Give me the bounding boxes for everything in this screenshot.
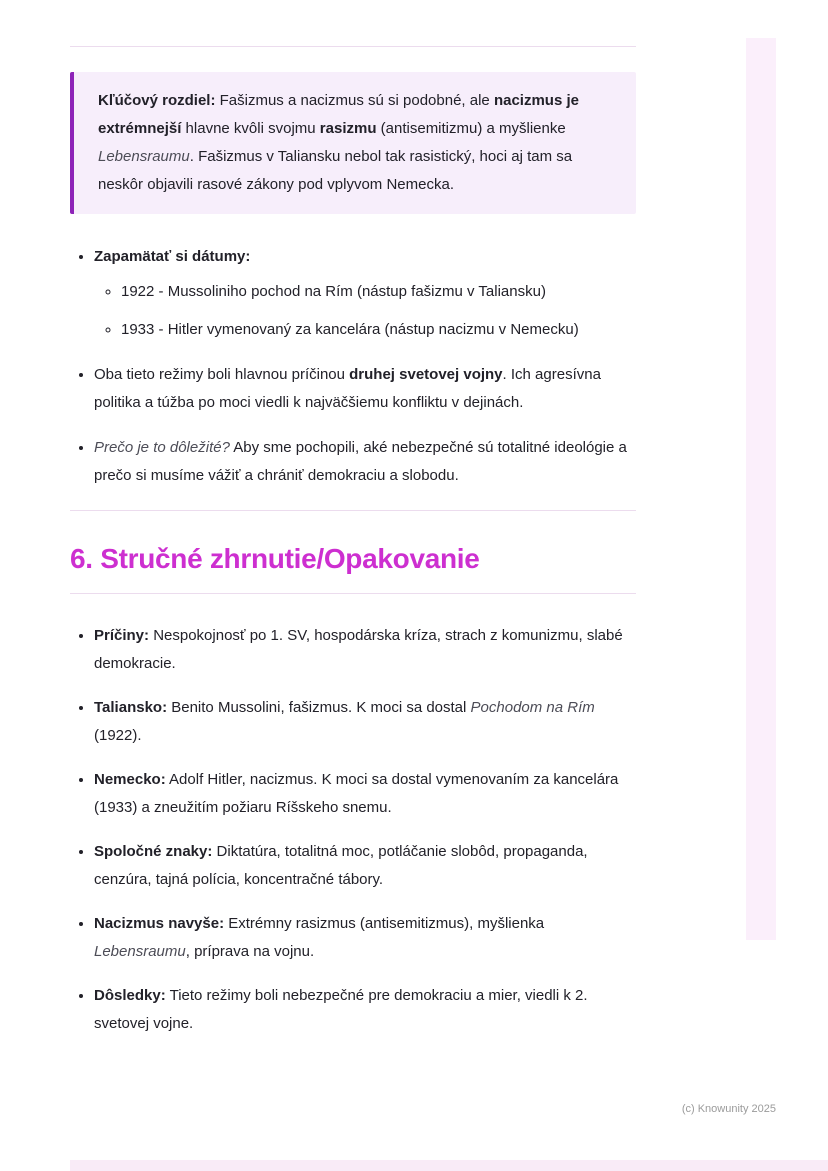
list-item-title: Zapamätať si dátumy:: [94, 248, 251, 265]
dates-sublist: [94, 278, 636, 344]
summary-item-dosledky: [94, 981, 636, 1038]
summary-item-nemecko: [94, 765, 636, 822]
italic-text: Pochodom na Rím: [470, 699, 595, 716]
bold-text: druhej svetovej vojny: [349, 366, 503, 383]
heading-divider: [70, 593, 636, 594]
list-item-why-important: [94, 433, 636, 490]
bold-text: Nemecko:: [94, 771, 166, 788]
bold-text: Nacizmus navyše:: [94, 915, 225, 932]
text-segment: 1933 - Hitler vymenovaný za kancelára (nástup nacizmu v Nemecku): [121, 321, 579, 338]
section-divider: [70, 510, 636, 511]
text-segment: Fašizmus a nacizmus sú si podobné, ale: [215, 92, 494, 109]
key-difference-callout: [70, 72, 636, 214]
text-segment: Aby sme pochopili, aké nebezpečné sú totalitné ideológie a prečo si musíme vážiť a chrániť demokraciu a slobodu.: [94, 439, 627, 484]
sub-item-1933: [121, 316, 636, 344]
bold-text: Spoločné znaky:: [94, 843, 213, 860]
summary-item-priciny: [94, 621, 636, 678]
text-segment: . Ich agresívna politika a túžba po moci viedli k najväčšiemu konfliktu v dejinách.: [94, 366, 601, 411]
bold-text: Taliansko:: [94, 699, 168, 716]
text-segment: (antisemitizmu) a myšlienke: [376, 120, 566, 137]
text-segment: Oba tieto režimy boli hlavnou príčinou: [94, 366, 350, 383]
adjacent-page-strip-right[interactable]: [746, 38, 776, 940]
text-segment: Tieto režimy boli nebezpečné pre demokraciu a mier, viedli k 2. svetovej vojne.: [94, 987, 588, 1032]
sub-item-1922: [121, 278, 636, 306]
adjacent-page-strip-bottom[interactable]: [70, 1160, 828, 1171]
document-page-content: [70, 0, 636, 1053]
copyright-text: (c) Knowunity 2025: [681, 1103, 776, 1115]
summary-list: [70, 621, 636, 1038]
callout-paragraph: [98, 87, 610, 199]
bold-text: rasizmu: [319, 120, 377, 137]
italic-text: Lebensraumu: [94, 943, 186, 960]
summary-item-taliansko: [94, 693, 636, 750]
text-segment: 1922 - Mussoliniho pochod na Rím (nástup fašizmu v Taliansku): [121, 283, 546, 300]
list-item-dates: [94, 242, 636, 344]
italic-text: Lebensraumu: [98, 148, 190, 165]
text-segment: Adolf Hitler, nacizmus. K moci sa dostal vymenovaním za kancelára (1933) a zneužitím požiaru Ríšskeho snemu.: [94, 771, 619, 816]
summary-item-spolocne-znaky: [94, 837, 636, 894]
text-segment: hlavne kvôli svojmu: [181, 120, 320, 137]
text-segment: Benito Mussolini, fašizmus. K moci sa dostal: [167, 699, 471, 716]
notes-list: [70, 242, 636, 490]
text-segment: , príprava na vojnu.: [185, 943, 315, 960]
text-segment: (1922).: [94, 727, 142, 744]
text-segment: Nespokojnosť po 1. SV, hospodárska kríza, strach z komunizmu, slabé demokracie.: [94, 627, 623, 672]
section-heading: 6. Stručné zhrnutie/Opakovanie: [70, 543, 480, 574]
text-segment: Diktatúra, totalitná moc, potláčanie slobôd, propaganda, cenzúra, tajná polícia, koncentračné tábory.: [94, 843, 588, 888]
bold-text: Dôsledky:: [94, 987, 166, 1004]
list-item-ww2-cause: [94, 360, 636, 417]
text-segment: Extrémny rasizmus (antisemitizmus), myšlienka: [224, 915, 545, 932]
summary-item-nacizmus-navyse: [94, 909, 636, 966]
bold-text: Príčiny:: [94, 627, 150, 644]
bold-text: nacizmus je extrémnejší: [98, 92, 579, 137]
italic-text: Prečo je to dôležité?: [94, 439, 230, 456]
top-divider: [70, 46, 636, 47]
text-segment: . Fašizmus v Taliansku nebol tak rasistický, hoci aj tam sa neskôr objavili rasové zákony pod vplyvom Nemecka.: [98, 148, 573, 193]
callout-bold-label: Kľúčový rozdiel:: [98, 92, 216, 109]
